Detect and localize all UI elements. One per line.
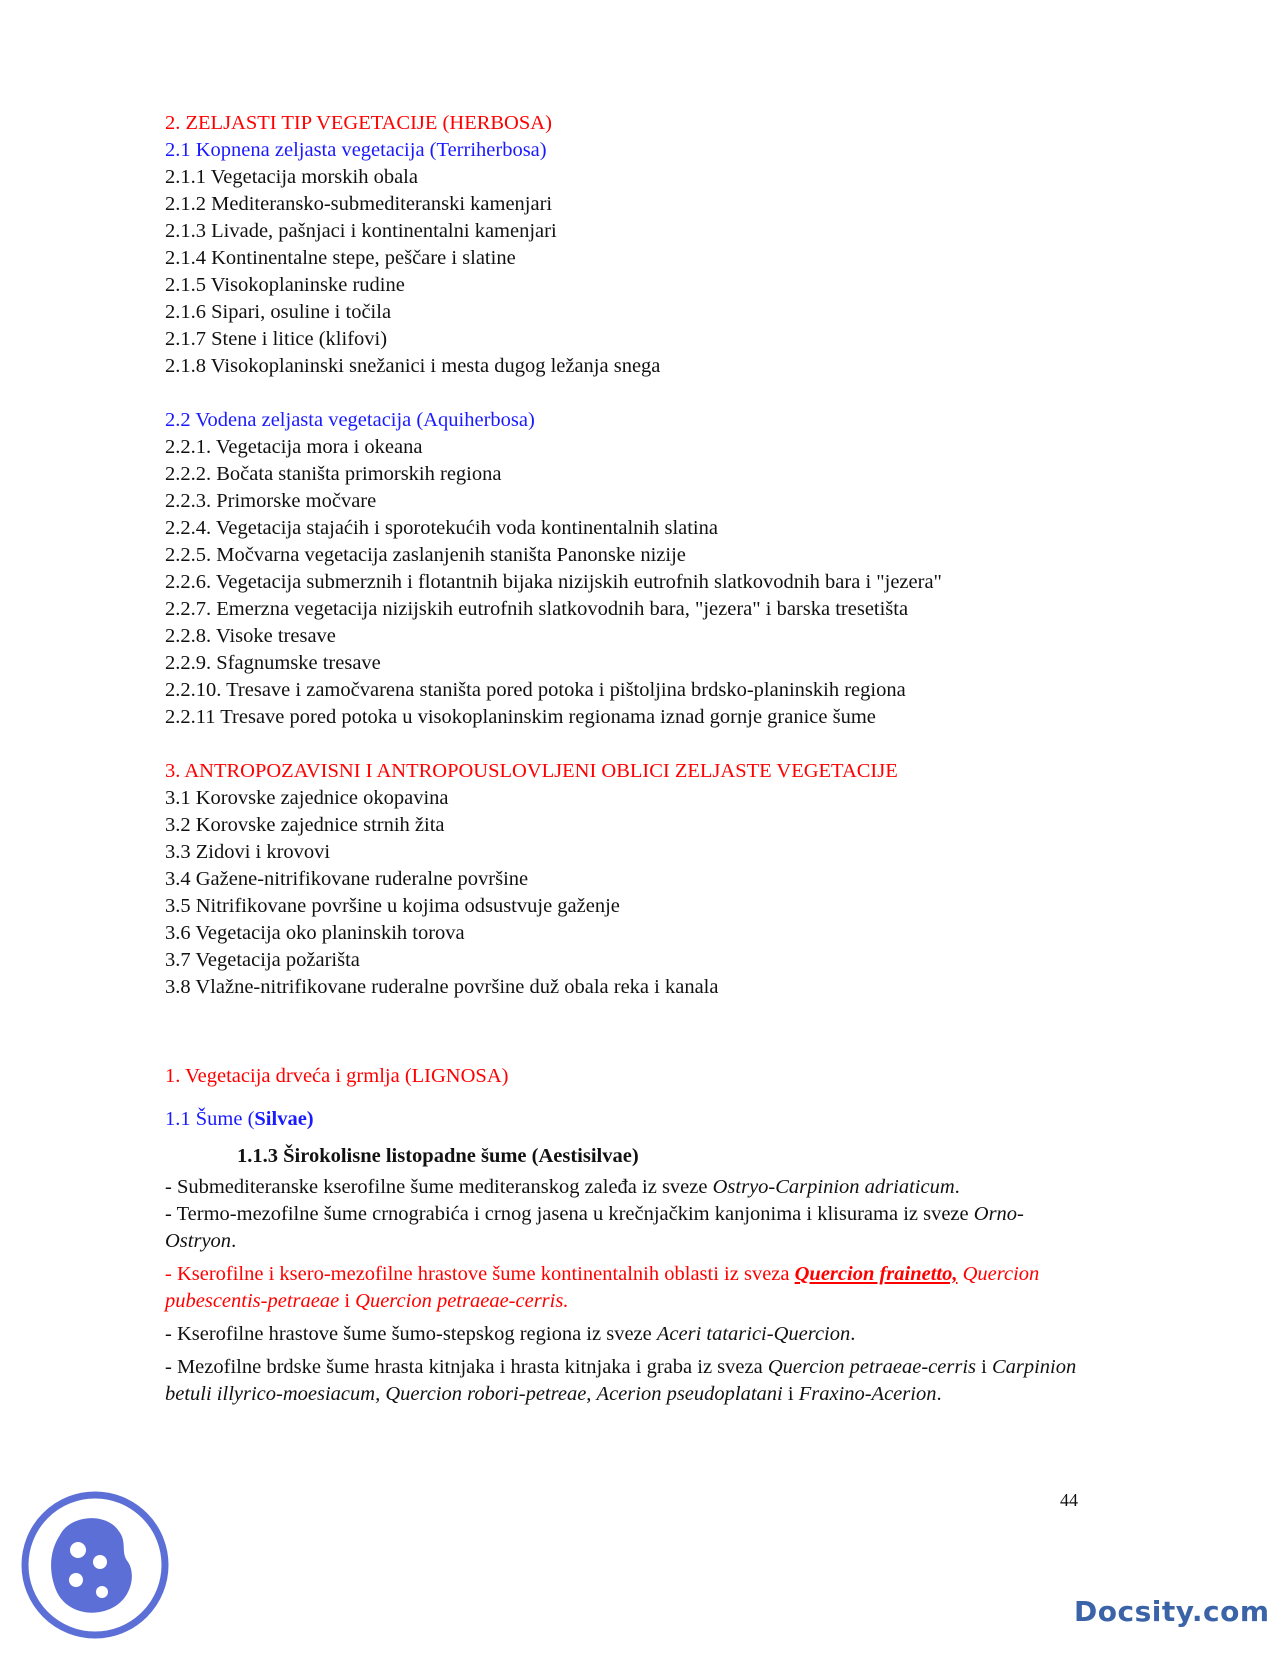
list-item: 3.7 Vegetacija požarišta [165, 949, 360, 971]
heading-1-1-3: 1.1.3 Širokolisne listopadne šume (Aestisilvae) [237, 1145, 639, 1167]
list-item: 3.6 Vegetacija oko planinskih torova [165, 922, 465, 944]
document-page [165, 110, 1085, 1408]
list-item: 3.2 Korovske zajednice strnih žita [165, 814, 445, 836]
list-item: 2.2.9. Sfagnumske tresave [165, 652, 381, 674]
paragraph-3: - Kserofilne i ksero-mezofilne hrastove šume kontinentalnih oblasti iz sveza Quercion frainetto, Quercion pubescentis-petraeae i Quercion petraeae-cerris. [165, 1263, 1040, 1312]
list-item: 3.8 Vlažne-nitrifikovane ruderalne površine duž obala reka i kanala [165, 976, 719, 998]
section-1-1-prefix: 1.1 Šume ( [165, 1108, 255, 1130]
list-item: 2.2.4. Vegetacija stajaćih i sporotekućih voda kontinentalnih slatina [165, 517, 718, 539]
section-2-2-title: 2.2 Vodena zeljasta vegetacija (Aquiherbosa) [165, 409, 535, 431]
list-item: 2.2.8. Visoke tresave [165, 625, 336, 647]
list-item: 3.4 Gažene-nitrifikovane ruderalne površine [165, 868, 529, 890]
paragraph-4: - Kserofilne hrastove šume šumo-stepskog regiona iz sveze Aceri tatarici-Quercion. [165, 1323, 856, 1345]
list-item: 2.2.3. Primorske močvare [165, 490, 377, 512]
list-item: 2.2.5. Močvarna vegetacija zaslanjenih staništa Panonske nizije [165, 544, 686, 566]
list-item: 2.1.1 Vegetacija morskih obala [165, 166, 418, 188]
section-2-title: 2. ZELJASTI TIP VEGETACIJE (HERBOSA) [165, 112, 552, 134]
list-item: 2.2.7. Emerzna vegetacija nizijskih eutrofnih slatkovodnih bara, "jezera" i barska tresetišta [165, 598, 909, 620]
list-item: 3.1 Korovske zajednice okopavina [165, 787, 449, 809]
section-2-1-title: 2.1 Kopnena zeljasta vegetacija (Terriherbosa) [165, 139, 547, 161]
list-item: 3.5 Nitrifikovane površine u kojima odsustvuje gaženje [165, 895, 620, 917]
docsity-logo-icon[interactable] [20, 1490, 170, 1640]
list-item: 2.1.7 Stene i litice (klifovi) [165, 328, 388, 350]
list-item: 2.1.2 Mediteransko-submediteranski kamenjari [165, 193, 553, 215]
list-item: 2.2.10. Tresave i zamočvarena staništa pored potoka i pištoljina brdsko-planinskih regiona [165, 679, 906, 701]
page-number: 44 [1060, 1490, 1078, 1510]
section-1-1-bold: Silvae) [254, 1108, 314, 1130]
list-item: 2.1.5 Visokoplaninske rudine [165, 274, 405, 296]
list-item: 2.2.11 Tresave pored potoka u visokoplaninskim regionama iznad gornje granice šume [165, 706, 876, 728]
paragraph-5: - Mezofilne brdske šume hrasta kitnjaka i hrasta kitnjaka i graba iz sveza Quercion petraeae-cerris i Carpinion betuli illyrico-moesiacum, Quercion robori-petreae, Acerion pseudoplatani i Fraxino-Acerion. [165, 1356, 1077, 1405]
section-1-1-title [165, 1106, 1085, 1133]
list-item: 2.1.6 Sipari, osuline i točila [165, 301, 392, 323]
list-item: 2.1.8 Visokoplaninski snežanici i mesta dugog ležanja snega [165, 355, 661, 377]
section-3-title: 3. ANTROPOZAVISNI I ANTROPOUSLOVLJENI OBLICI ZELJASTE VEGETACIJE [165, 760, 898, 782]
list-item: 3.3 Zidovi i krovovi [165, 841, 331, 863]
paragraph-1: - Submediteranske kserofilne šume mediteranskog zaleđa iz sveze Ostryo-Carpinion adriaticum. [165, 1176, 960, 1198]
list-item: 2.1.3 Livade, pašnjaci i kontinentalni kamenjari [165, 220, 557, 242]
section-2-2-list [165, 434, 1085, 731]
list-item: 2.1.4 Kontinentalne stepe, peščare i slatine [165, 247, 516, 269]
section-2-1-list [165, 164, 1085, 380]
paragraph-2: - Termo-mezofilne šume crnograbića i crnog jasena u krečnjačkim kanjonima i klisurama iz sveze Orno-Ostryon. [165, 1203, 1024, 1252]
section-1-title: 1. Vegetacija drveća i grmlja (LIGNOSA) [165, 1065, 509, 1087]
list-item: 2.2.2. Bočata staništa primorskih regiona [165, 463, 502, 485]
list-item: 2.2.6. Vegetacija submerznih i flotantnih bijaka nizijskih eutrofnih slatkovodnih bara i "jezera" [165, 571, 942, 593]
quercion-frainetto-link[interactable]: Quercion frainetto, [794, 1263, 958, 1285]
section-3-list [165, 785, 1085, 1001]
list-item: 2.2.1. Vegetacija mora i okeana [165, 436, 423, 458]
docsity-brand-text[interactable]: Docsity.com [1074, 1595, 1270, 1628]
